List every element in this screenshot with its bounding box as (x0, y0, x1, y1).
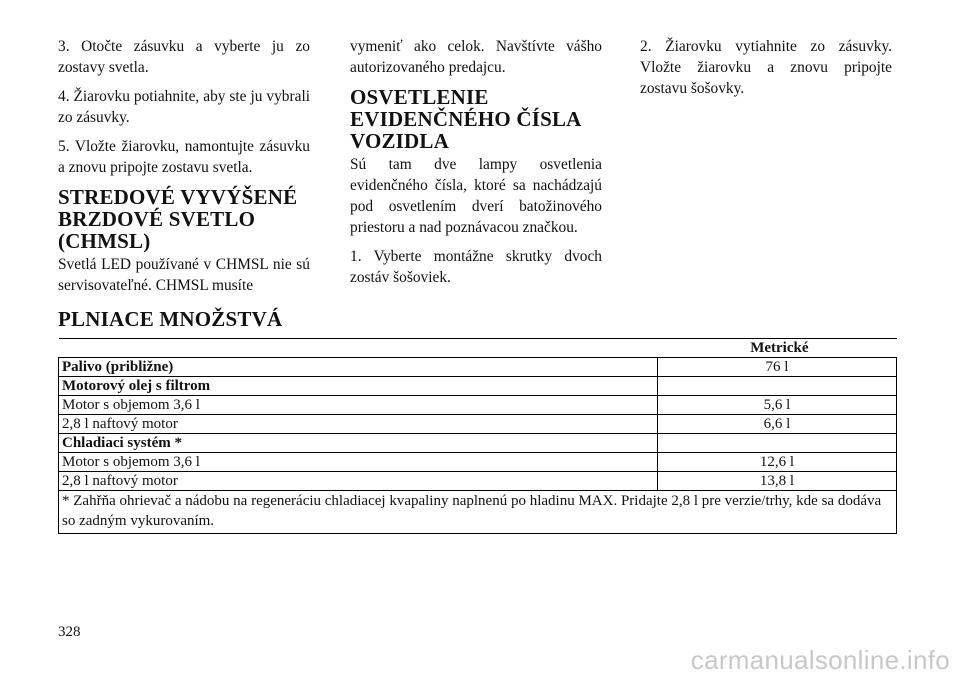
table-row (59, 377, 897, 396)
row-value: 13,8 l (658, 472, 897, 491)
table-row (59, 453, 897, 472)
text-column-2 (350, 36, 602, 296)
row-label: Motorový olej s filtrom (59, 377, 658, 396)
table-row (59, 396, 897, 415)
row-label: Chladiaci systém * (59, 434, 658, 453)
row-value: 76 l (658, 358, 897, 377)
table-row (59, 415, 897, 434)
table-footnote-row (59, 491, 897, 534)
row-label: Palivo (približne) (59, 358, 658, 377)
fill-quantities-title: PLNIACE MNOŽSTVÁ (58, 307, 283, 331)
table-row (59, 472, 897, 491)
table-header-row (59, 339, 897, 358)
step-5-paragraph: 5. Vložte žiarovku, namontujte zásuvku a znovu pripojte zostavu svetla. (58, 138, 310, 176)
step-3-paragraph: 3. Otočte zásuvku a vyberte ju zo zostavy svetla. (58, 38, 310, 76)
metric-column-header: Metrické (59, 339, 897, 358)
fill-quantities-table (58, 338, 897, 534)
row-label: Motor s objemom 3,6 l (59, 453, 658, 472)
table-footnote: * Zahřňa ohrievač a nádobu na regeneráciu chladiacej kvapaliny naplnenú po hladinu MAX. Pridajte 2,8 l pre verzie/trhy, kde sa dodáva so zadným vykurovaním. (59, 491, 897, 534)
text-column-3 (640, 36, 892, 107)
step-2-paragraph: 2. Žiarovku vytiahnite zo zásuvky. Vložte žiarovku a znovu pripojte zostavu šošovky. (640, 38, 892, 97)
row-value: 12,6 l (658, 453, 897, 472)
text-column-1 (58, 36, 310, 304)
row-value: 5,6 l (658, 396, 897, 415)
chmsl-heading: STREDOVÉ VYVÝŠENÉ BRZDOVÉ SVETLO (CHMSL) (58, 185, 298, 253)
row-label: 2,8 l naftový motor (59, 472, 658, 491)
continuation-paragraph: vymeniť ako celok. Navštívte vášho autorizovaného predajcu. (350, 38, 602, 76)
table-row (59, 358, 897, 377)
watermark: carmanualsonline.info (690, 645, 950, 675)
step-4-paragraph: 4. Žiarovku potiahnite, aby ste ju vybrali zo zásuvky. (58, 88, 310, 126)
license-lamp-heading: OSVETLENIE EVIDENČNÉHO ČÍSLA VOZIDLA (350, 85, 581, 153)
chmsl-paragraph: Svetlá LED používané v CHMSL nie sú servisovateľné. CHMSL musíte (58, 256, 310, 294)
table-row (59, 434, 897, 453)
row-label: 2,8 l naftový motor (59, 415, 658, 434)
row-value (658, 377, 897, 396)
page-number: 328 (58, 624, 81, 640)
row-value: 6,6 l (658, 415, 897, 434)
row-label: Motor s objemom 3,6 l (59, 396, 658, 415)
license-lamp-paragraph: Sú tam dve lampy osvetlenia evidenčného čísla, ktoré sa nachádzajú pod osvetlením dverí batožinového priestoru a nad poznávacou značkou. (350, 156, 602, 236)
step-1-paragraph: 1. Vyberte montážne skrutky dvoch zostáv šošoviek. (350, 248, 602, 286)
row-value (658, 434, 897, 453)
